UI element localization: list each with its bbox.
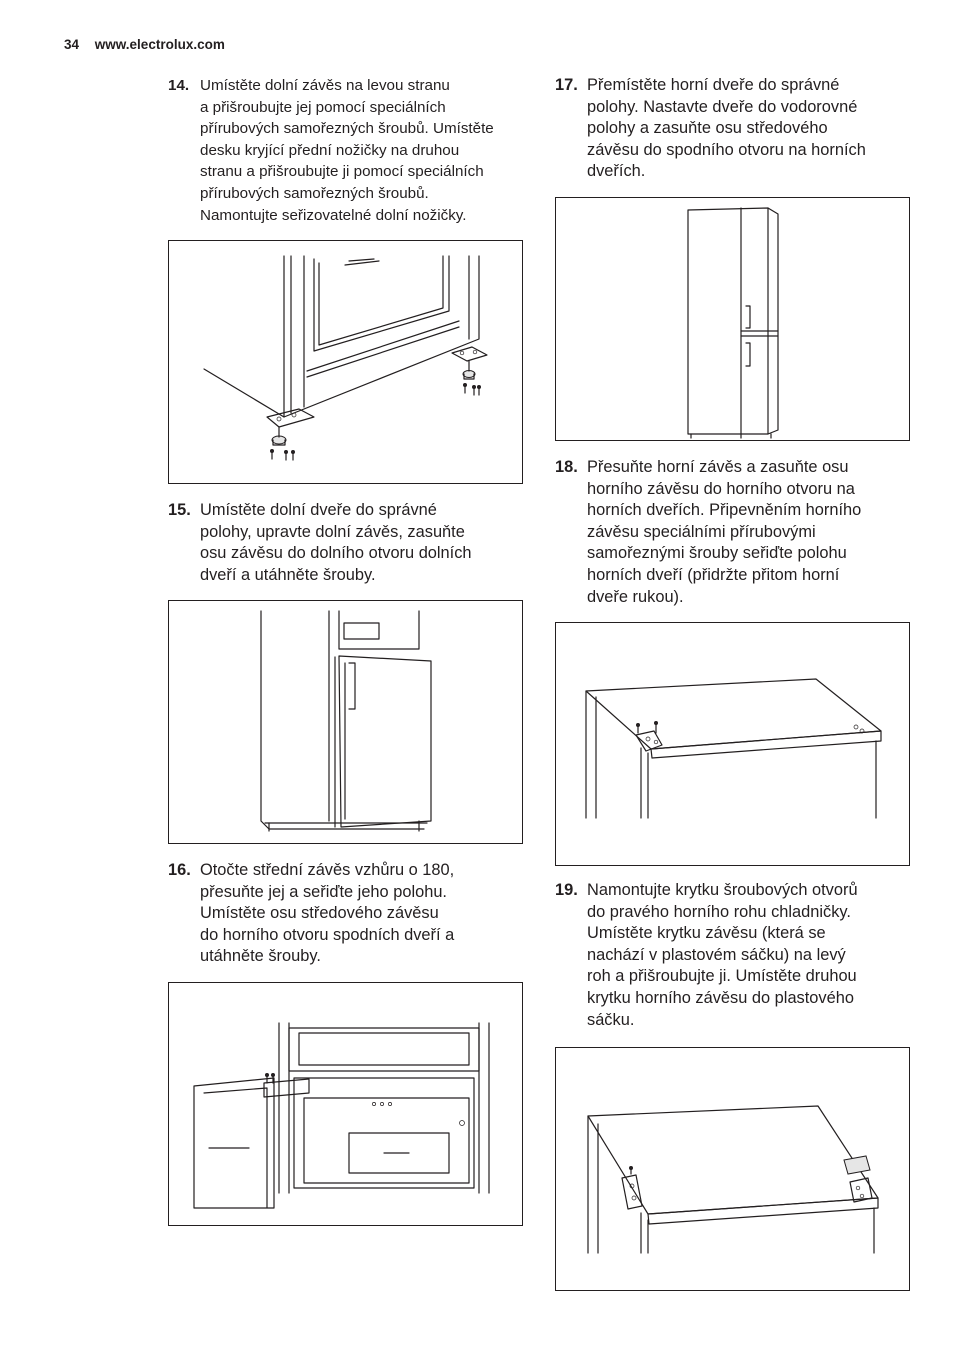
step-number: 18. [555, 458, 578, 476]
step-text: Přesuňte horní závěs a zasuňte osu horního závěsu do horního otvoru na horních dveřích. Připevněním horního závěsu speciálními přírubovými samořeznými šrouby seřiďte polohu horních dveří (přidržte přitom horní dveře rukou). [587, 458, 862, 606]
figure-hinge-covers [555, 1047, 910, 1291]
figure-middle-hinge [168, 982, 523, 1226]
figure-upper-door [555, 197, 910, 441]
step-text: Umístěte dolní závěs na levou stranu a přišroubujte jej pomocí speciálních přírubových samořezných šroubů. Umístěte desku kryjící přední nožičky na druhou stranu a přišroubujte ji pomocí speciálních přírubových samořezných šroubů. Namontujte seřizovatelné dolní nožičky. [200, 77, 494, 224]
step-text: Namontujte krytku šroubových otvorů do pravého horního rohu chladničky. Umístěte krytku závěsu (která se nachází v plastovém sáčku) na levý roh a přišroubujte ji. Umístěte druhou krytku horního závěsu do plastového sáčku. [587, 881, 858, 1029]
step-19 [555, 880, 915, 1035]
step-text: Otočte střední závěs vzhůru o 180, přesuňte jej a seřiďte jeho polohu. Umístěte osu středového závěsu do horního otvoru spodních dveří a utáhněte šrouby. [200, 861, 455, 966]
step-number: 14. [168, 77, 190, 94]
step-text: Přemístěte horní dveře do správné polohy. Nastavte dveře do vodorovné polohy a zasuňte osu středového závěsu do spodního otvoru na horních dveřích. [587, 76, 866, 181]
page-header [64, 37, 225, 52]
figure-lower-door [168, 600, 523, 844]
figure-bottom-hinge-feet [168, 240, 523, 484]
step-18 [555, 457, 915, 612]
step-text: Umístěte dolní dveře do správné polohy, upravte dolní závěs, zasuňte osu závěsu do dolního otvoru dolních dveří a utáhněte šrouby. [200, 501, 472, 584]
step-15 [168, 500, 528, 590]
page-number: 34 [64, 37, 80, 52]
figure-top-hinge [555, 622, 910, 866]
step-number: 16. [168, 861, 191, 879]
step-number: 17. [555, 76, 578, 94]
step-14 [168, 75, 528, 225]
step-number: 15. [168, 501, 191, 519]
step-16 [168, 860, 528, 970]
website-url[interactable]: www.electrolux.com [94, 37, 225, 52]
step-17 [555, 75, 915, 185]
step-number: 19. [555, 881, 578, 899]
